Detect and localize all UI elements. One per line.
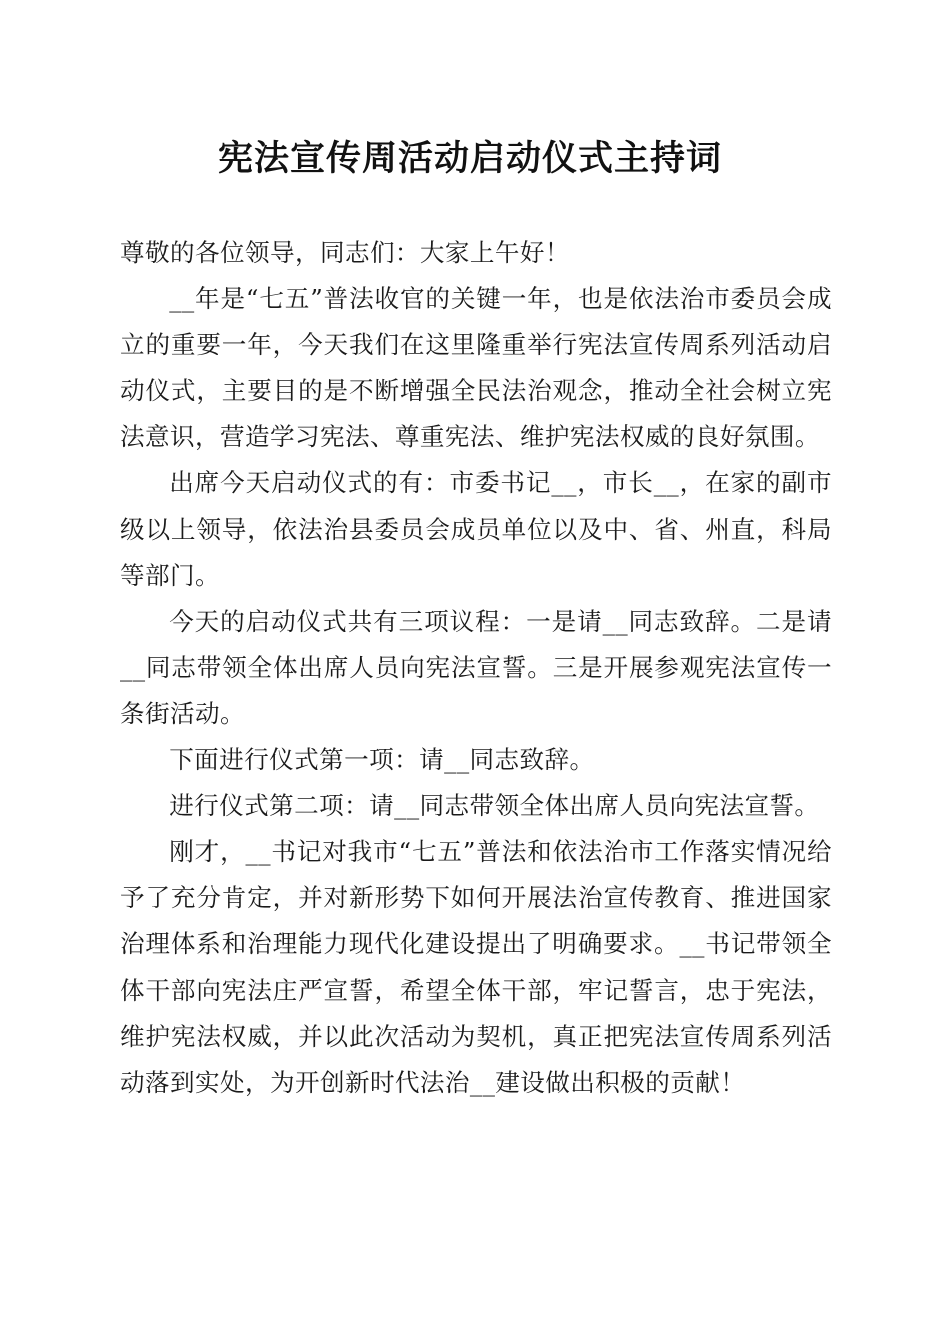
body-paragraph: 出席今天启动仪式的有：市委书记__，市长__，在家的副市级以上领导，依法治县委员会成员单位以及中、省、州直，科局等部门。: [120, 468, 832, 590]
document-body: [120, 230, 832, 1106]
body-paragraph: 进行仪式第二项：请__同志带领全体出席人员向宪法宣誓。: [169, 791, 820, 821]
body-paragraph: __年是“七五”普法收官的关键一年，也是依法治市委员会成立的重要一年，今天我们在这里隆重举行宪法宣传周系列活动启动仪式，主要目的是不断增强全民法治观念，推动全社会树立宪法意识，营造学习宪法、尊重宪法、维护宪法权威的良好氛围。: [120, 284, 832, 452]
greeting-paragraph: 尊敬的各位领导，同志们：大家上午好！: [120, 238, 570, 267]
body-paragraph: 今天的启动仪式共有三项议程：一是请__同志致辞。二是请__同志带领全体出席人员向宪法宣誓。三是开展参观宪法宣传一条街活动。: [120, 606, 832, 728]
body-paragraph: 刚才，__书记对我市“七五”普法和依法治市工作落实情况给予了充分肯定，并对新形势下如何开展法治宣传教育、推进国家治理体系和治理能力现代化建设提出了明确要求。__书记带领全体干部向宪法庄严宣誓，希望全体干部，牢记誓言，忠于宪法，维护宪法权威，并以此次活动为契机，真正把宪法宣传周系列活动落到实处，为开创新时代法治__建设做出积极的贡献！: [120, 837, 832, 1097]
body-paragraph: 下面进行仪式第一项：请__同志致辞。: [169, 745, 595, 775]
document-title: 宪法宣传周活动启动仪式主持词: [217, 138, 722, 179]
